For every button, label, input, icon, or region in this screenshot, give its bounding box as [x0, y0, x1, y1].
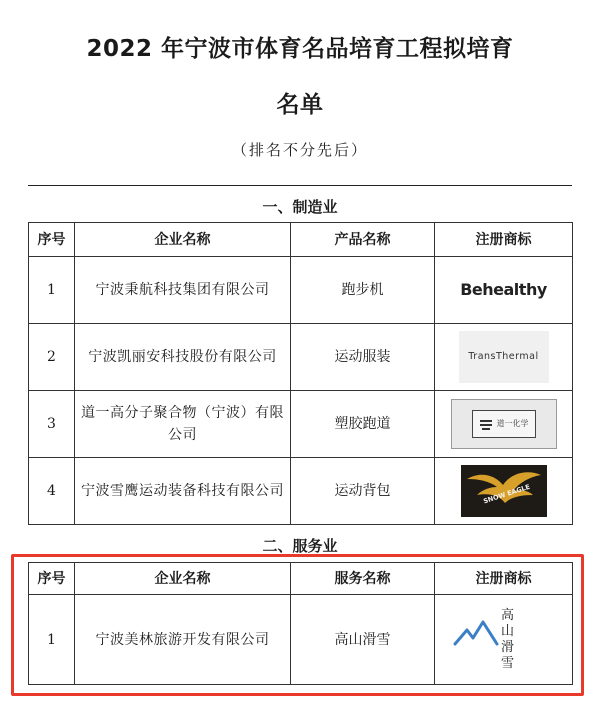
- row-trademark: [435, 391, 573, 458]
- behealthy-logo: [441, 279, 566, 301]
- row-product: 跑步机: [291, 257, 435, 324]
- row-company: 宁波美林旅游开发有限公司: [75, 595, 291, 685]
- snow-eagle-logo: [441, 465, 566, 517]
- manufacturing-table: [28, 222, 573, 525]
- page-title-line-2: 名单: [276, 92, 324, 118]
- daoyi-logo: [441, 399, 566, 449]
- table-row: [29, 458, 573, 525]
- row-no: 1: [29, 595, 75, 685]
- table-row: [29, 391, 573, 458]
- row-no: 2: [29, 324, 75, 391]
- section-title-service: 二、服务业: [262, 537, 338, 555]
- header-trademark: 注册商标: [435, 223, 573, 257]
- page-subtitle: （排名不分先后）: [231, 141, 368, 159]
- page-title-line-1: 2022 年宁波市体育名品培育工程拟培育: [86, 36, 514, 62]
- row-no: 4: [29, 458, 75, 525]
- logo-text: SNOW EAGLE: [481, 482, 531, 506]
- row-company: 宁波秉航科技集团有限公司: [75, 257, 291, 324]
- logo-text: 道一化学: [496, 419, 529, 428]
- header-trademark: 注册商标: [435, 563, 573, 595]
- row-trademark: [435, 257, 573, 324]
- divider: [28, 185, 572, 186]
- row-product: 运动背包: [291, 458, 435, 525]
- row-trademark: [435, 324, 573, 391]
- header-service: 服务名称: [291, 563, 435, 595]
- row-company: 宁波雪鹰运动装备科技有限公司: [75, 458, 291, 525]
- row-no: 1: [29, 257, 75, 324]
- daoyi-mark-icon: [479, 417, 493, 431]
- highlight-box: [11, 554, 584, 696]
- row-service: 高山滑雪: [291, 595, 435, 685]
- row-no: 3: [29, 391, 75, 458]
- row-product: 运动服装: [291, 324, 435, 391]
- row-product: 塑胶跑道: [291, 391, 435, 458]
- header-no: 序号: [29, 223, 75, 257]
- row-company: 宁波凯丽安科技股份有限公司: [75, 324, 291, 391]
- logo-text: 高山滑雪: [500, 607, 514, 671]
- header-product: 产品名称: [291, 223, 435, 257]
- table-header-row: [29, 223, 573, 257]
- row-trademark: [435, 458, 573, 525]
- logo-text: TransThermal: [468, 351, 539, 362]
- table-row: [29, 324, 573, 391]
- header-company: 企业名称: [75, 223, 291, 257]
- row-company: 道一高分子聚合物（宁波）有限公司: [75, 391, 291, 458]
- logo-text: Behealthy: [460, 280, 547, 299]
- section-title-manufacturing: 一、制造业: [262, 198, 338, 216]
- header-no: 序号: [29, 563, 75, 595]
- transthermal-logo: [441, 331, 566, 383]
- table-row: [29, 257, 573, 324]
- header-company: 企业名称: [75, 563, 291, 595]
